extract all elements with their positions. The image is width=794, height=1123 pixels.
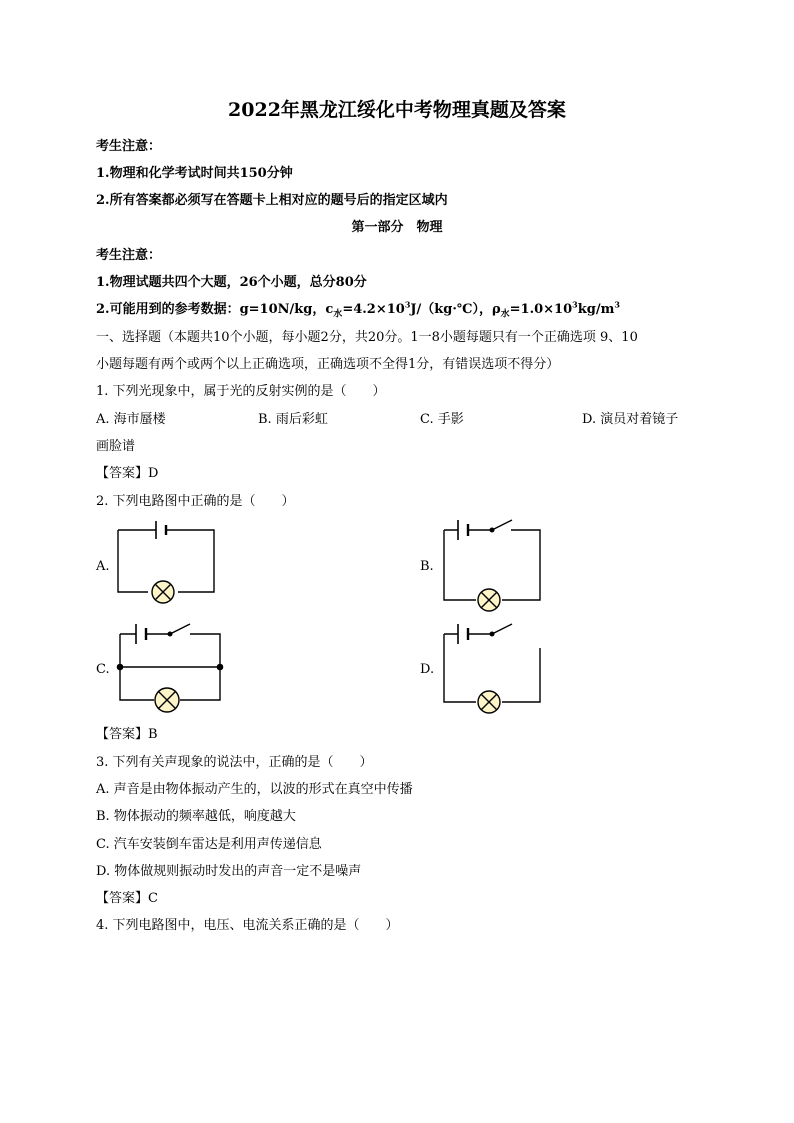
page-title: 2022年黑龙江绥化中考物理真题及答案 bbox=[228, 99, 566, 121]
ref-sup-1: 3 bbox=[404, 299, 411, 310]
q2-label-c: C. bbox=[96, 662, 110, 677]
notice-heading: 考生注意： bbox=[96, 139, 162, 154]
q3-option-b: B. 物体振动的频率越低，响度越大 bbox=[96, 809, 296, 824]
q2-label-b: B. bbox=[420, 559, 434, 574]
q3-answer: 【答案】C bbox=[96, 891, 158, 906]
q1-stem: 1. 下列光现象中，属于光的反射实例的是（ ） bbox=[96, 384, 386, 399]
section-title: 第一部分 物理 bbox=[351, 220, 443, 235]
circuit-diagram-d bbox=[438, 618, 548, 718]
circuit-diagram-a bbox=[112, 518, 222, 612]
q1-option-c: C. 手影 bbox=[420, 412, 464, 427]
circuit-diagram-c bbox=[112, 618, 228, 718]
circuit-diagram-b bbox=[438, 514, 548, 612]
q2-answer: 【答案】B bbox=[96, 727, 158, 742]
q3-stem: 3. 下列有关声现象的说法中，正确的是（ ） bbox=[96, 755, 373, 770]
q3-option-c: C. 汽车安装倒车雷达是利用声传递信息 bbox=[96, 837, 322, 852]
ref-sup-3: 3 bbox=[614, 299, 620, 310]
q1-answer: 【答案】D bbox=[96, 466, 159, 481]
ref-data-prefix: 2.可能用到的参考数据：g=10N/kg，c bbox=[96, 302, 334, 317]
ref-mid-2: J/（kg·℃），ρ bbox=[410, 302, 501, 317]
q1-option-b: B. 雨后彩虹 bbox=[258, 412, 328, 427]
q3-option-a: A. 声音是由物体振动产生的，以波的形式在真空中传播 bbox=[96, 782, 413, 797]
ref-end: kg/m bbox=[577, 302, 615, 317]
ref-sup-2: 3 bbox=[572, 299, 578, 310]
part-one-line-2: 小题每题有两个或两个以上正确选项，正确选项不全得1分，有错误选项不得分） bbox=[96, 357, 560, 372]
q1-option-d-cont: 画脸谱 bbox=[96, 439, 136, 454]
q1-option-a: A. 海市蜃楼 bbox=[96, 412, 166, 427]
physics-notice-heading: 考生注意： bbox=[96, 248, 162, 263]
q2-label-a: A. bbox=[96, 559, 110, 574]
q1-option-d: D. 演员对着镜子 bbox=[582, 412, 679, 427]
q4-stem: 4. 下列电路图中，电压、电流关系正确的是（ ） bbox=[96, 918, 399, 933]
ref-mid: =4.2×10 bbox=[342, 302, 405, 317]
notice-item-1: 1.物理和化学考试时间共150分钟 bbox=[96, 166, 293, 181]
q2-label-d: D. bbox=[420, 662, 435, 677]
physics-notice-item-2 bbox=[96, 299, 620, 320]
q2-stem: 2. 下列电路图中正确的是（ ） bbox=[96, 494, 295, 509]
ref-mid-3: =1.0×10 bbox=[509, 302, 573, 317]
part-one-line-1: 一、选择题（本题共10个小题，每小题2分，共20分。1一8小题每题只有一个正确选项 9、10 bbox=[96, 330, 638, 345]
ref-sub-2: 水 bbox=[500, 309, 510, 320]
q3-option-d: D. 物体做规则振动时发出的声音一定不是噪声 bbox=[96, 864, 362, 879]
notice-item-2: 2.所有答案都必须写在答题卡上相对应的题号后的指定区域内 bbox=[96, 193, 448, 208]
physics-notice-item-1: 1.物理试题共四个大题，26个小题，总分80分 bbox=[96, 275, 367, 290]
ref-sub-1: 水 bbox=[333, 309, 343, 320]
